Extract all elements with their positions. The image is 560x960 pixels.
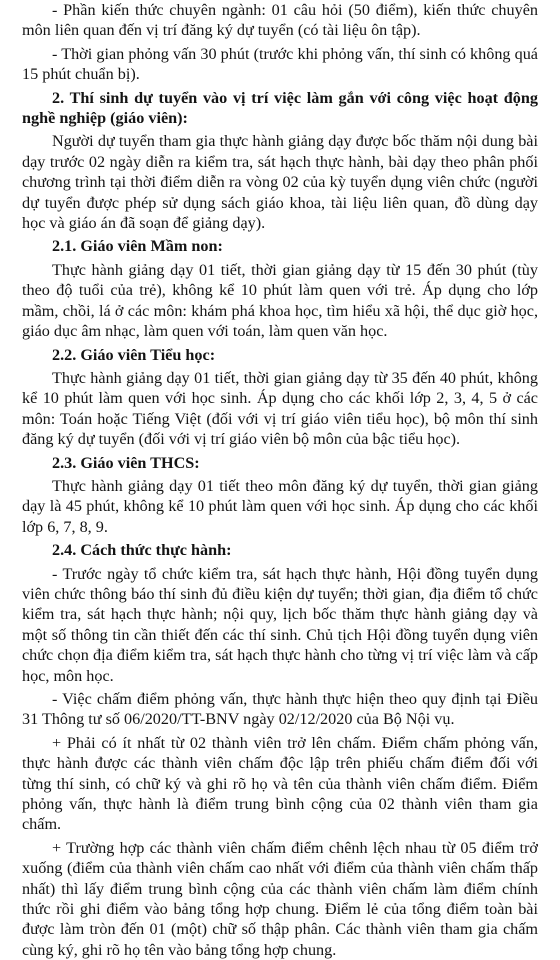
paragraph-teaching-practice: Người dự tuyển tham gia thực hành giảng dạy được bốc thăm nội dung bài dạy trước 02 ngày diễn ra kiểm tra, sát hạch thực hành, bài dạy theo phân phối chương trình tại thời điểm diễn ra vòng 02 của kỳ tuyển dụng viên chức (người dự tuyển được phép sử dụng sách giáo khoa, tài liệu liên quan, đồ dùng dạy học và giáo án đã soạn để giảng dạy). [22, 132, 538, 233]
paragraph-primary: Thực hành giảng dạy 01 tiết, thời gian giảng dạy từ 35 đến 40 phút, không kể 10 phút làm quen với học sinh. Áp dụng cho các khối lớp 2, 3, 4, 5 ở các môn: Toán hoặc Tiếng Việt (đối với vị trí giáo viên tiểu học), bộ môn thí sinh đăng ký dự tuyển (đối với vị trí giáo viên bộ môn của bậc tiểu học). [22, 368, 538, 449]
paragraph-knowledge: - Phần kiến thức chuyên ngành: 01 câu hỏi (50 điểm), kiến thức chuyên môn liên quan đến vị trí đăng ký dự tuyển (có tài liệu ôn tập). [22, 1, 538, 40]
paragraph-scoring-members: + Phải có ít nhất từ 02 thành viên trở lên chấm. Điểm chấm phỏng vấn, thực hành được các thành viên chấm độc lập trên phiếu chấm điểm đối với từng thí sinh, có chữ ký và ghi rõ họ và tên của thành viên chấm điểm. Điểm phỏng vấn, thực hành là điểm trung bình cộng của 02 thành viên tham gia chấm. [22, 733, 538, 834]
section-heading-2: 2. Thí sinh dự tuyển vào vị trí việc làm gắn với công việc hoạt động nghề nghiệp (giáo viên): [22, 88, 538, 128]
section-heading-2-3: 2.3. Giáo viên THCS: [52, 453, 200, 472]
section-heading-2-2: 2.2. Giáo viên Tiểu học: [52, 345, 216, 364]
paragraph-scoring-difference: + Trường hợp các thành viên chấm điểm chênh lệch nhau từ 05 điểm trở xuống (điểm của thành viên chấm cao nhất với điểm của thành viên chấm thấp nhất) thì lấy điểm trung bình cộng của các thành viên chấm làm điểm chính thức rồi ghi điểm vào bảng tổng hợp chung. Điểm lẻ của tổng điểm toàn bài được làm tròn đến 01 (một) chữ số thập phân. Các thành viên tham gia chấm cùng ký, ghi rõ họ tên vào bảng tổng hợp chung. [22, 838, 538, 959]
paragraph-scoring-rule: - Việc chấm điểm phỏng vấn, thực hành thực hiện theo quy định tại Điều 31 Thông tư số 06/2020/TT-BNV ngày 02/12/2020 của Bộ Nội vụ. [22, 690, 538, 729]
section-heading-2-1: 2.1. Giáo viên Mầm non: [52, 237, 223, 256]
paragraph-secondary: Thực hành giảng dạy 01 tiết theo môn đăng ký dự tuyển, thời gian giảng dạy là 45 phút, không kể 10 phút làm quen với học sinh. Áp dụng cho các khối lớp 6, 7, 8, 9. [22, 476, 538, 536]
paragraph-interview-time: - Thời gian phỏng vấn 30 phút (trước khi phỏng vấn, thí sinh có không quá 15 phút chuẩn bị). [22, 44, 538, 84]
section-heading-2-4: 2.4. Cách thức thực hành: [52, 541, 232, 560]
paragraph-preschool: Thực hành giảng dạy 01 tiết, thời gian giảng dạy từ 15 đến 30 phút (tùy theo độ tuổi của trẻ), không kể 10 phút làm quen với trẻ. Áp dụng cho lớp mầm, chồi, lá ở các môn: khám phá khoa học, tìm hiểu xã hội, thể dục giờ học, giáo dục âm nhạc, làm quen với toán, làm quen văn học. [22, 260, 538, 341]
paragraph-organization: - Trước ngày tổ chức kiểm tra, sát hạch thực hành, Hội đồng tuyển dụng viên chức thông báo thí sinh đủ điều kiện dự tuyển; thời gian, địa điểm tổ chức kiểm tra, sát hạch thực hành; nội quy, lịch bốc thăm thực hành giảng dạy và một số thông tin cần thiết đến các thí sinh. Chủ tịch Hội đồng tuyển dụng viên chức chọn địa điểm kiểm tra, sát hạch thực hành cho từng vị trí việc làm và cấp học, môn học. [22, 564, 538, 685]
